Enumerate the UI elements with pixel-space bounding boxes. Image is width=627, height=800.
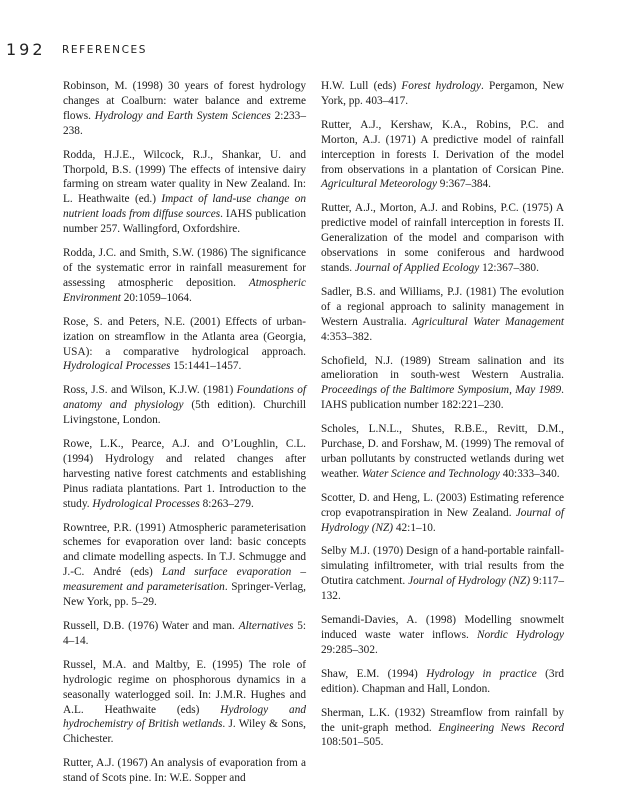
reference-text: (5th edition). Churchill Livingstone, London.	[63, 399, 306, 427]
running-head: REFERENCES	[62, 44, 148, 56]
right-column	[321, 79, 564, 759]
reference-text: 40:333–340.	[499, 467, 560, 480]
reference-title: Land surface evaporation – measurement and parameterisation	[63, 566, 306, 594]
reference-text: (3rd edition). Chapman and Hall, London.	[321, 667, 564, 695]
reference-text: Rodda, H.J.E., Wilcock, R.J., Shankar, U. and Thorpold, B.S. (1999) The effects of intensive dairy farming on stream water quality in New Zealand. In: L. Heathwaite (ed.)	[63, 148, 306, 206]
reference-entry	[321, 491, 564, 536]
reference-text: Shaw, E.M. (1994)	[321, 667, 427, 680]
reference-text: Semandi-Davies, A. (1998) Modelling snowmelt induced waste water inflows.	[321, 614, 564, 641]
reference-text: Rose, S. and Peters, N.E. (2001) Effects of urbanization on streamflow in the Atlanta area (Georgia, USA): a comparative hydrological approach.	[63, 315, 306, 358]
reference-text: 8:263–279.	[199, 497, 254, 510]
left-column	[63, 79, 306, 795]
reference-entry	[63, 756, 306, 786]
reference-title: Journal of Hydrology (NZ)	[321, 506, 564, 534]
reference-text: Rowntree, P.R. (1991) Atmospheric parameterisation schemes for evaporation over land: basic concepts and climate modelling aspects. In T.J. Schmugge and J.-C. André (eds)	[63, 521, 306, 579]
reference-entry	[63, 437, 306, 512]
reference-text: Rutter, A.J., Kershaw, K.A., Robins, P.C. and Morton, A.J. (1971) A predictive model of rainfall interception in forests I. Derivation of the model from observations in a plantation of Corsican Pine.	[321, 118, 564, 176]
reference-text: Selby M.J. (1970) Design of a hand-portable rainfall-simulating infiltrometer, with trial results from the Otutira catchment.	[321, 545, 564, 588]
reference-text: 15:1441–1457.	[170, 360, 242, 373]
reference-text: Rutter, A.J. (1967) An analysis of evaporation from a stand of Scots pine. In: W.E. Sopper and	[63, 757, 306, 785]
reference-entry	[63, 383, 306, 428]
reference-text: Schofield, N.J. (1989) Stream salination and its amelioration in south-west Western Australia.	[321, 354, 564, 382]
reference-title: Hydrological Processes	[92, 497, 200, 510]
reference-title: Forest hydrology	[401, 80, 482, 92]
reference-text: 9:367–384.	[436, 178, 491, 191]
reference-text: Russel, M.A. and Maltby, E. (1995) The role of hydrologic regime on phosphorous dynamics in a seasonally waterlogged soil. In: J.M.R. Hughes and A.L. Heathwaite (eds)	[63, 658, 306, 716]
reference-entry	[321, 201, 564, 276]
reference-title: Hydrology and Earth System Sciences	[94, 109, 271, 122]
reference-entry	[63, 521, 306, 610]
reference-title: Hydrology and hydrochemistry of British wetlands	[63, 703, 306, 731]
reference-entry	[321, 613, 564, 658]
reference-text: Rodda, J.C. and Smith, S.W. (1986) The significance of the systematic error in rainfall measurement for assessing atmospheric deposition.	[63, 247, 306, 289]
reference-text: 2:233–238.	[63, 109, 306, 137]
reference-text: . IAHS publication number 182:221–230.	[321, 384, 564, 412]
reference-entry	[321, 118, 564, 193]
reference-text: 9:117–132.	[321, 575, 565, 603]
reference-title: Hydrology in practice	[426, 667, 537, 680]
page-number: 192	[6, 40, 46, 59]
reference-entry	[321, 706, 564, 751]
reference-entry	[321, 544, 564, 604]
reference-text: Scotter, D. and Heng, L. (2003) Estimating reference crop evapotranspiration in New Zealand.	[321, 491, 564, 519]
reference-text: . Springer-Verlag, New York, pp. 5–29.	[63, 581, 306, 609]
reference-title: Proceedings of the Baltimore Symposium, May 1989	[321, 384, 562, 397]
reference-title: Agricultural Meteorology	[321, 178, 437, 191]
reference-text: 20:1059–1064.	[120, 291, 192, 304]
reference-title: Impact of land-use change on nutrient loads from diffuse sources	[63, 193, 306, 221]
reference-title: Hydrological Processes	[63, 360, 171, 373]
reference-entry	[321, 422, 564, 482]
reference-text: . IAHS publication number 257. Wallingford, Oxfordshire.	[63, 208, 306, 236]
reference-title: Journal of Hydrology (NZ)	[408, 575, 531, 588]
reference-text: Rowe, L.K., Pearce, A.J. and O’Loughlin, C.L. (1994) Hydrology and related changes after harvesting native forest catchments and establishing Pinus radiata plantations. Part 1. Introduction to the study.	[63, 438, 306, 510]
reference-text: H.W. Lull (eds)	[321, 80, 402, 92]
reference-title: Agricultural Water Management	[411, 315, 564, 328]
reference-text: 42:1–10.	[393, 521, 436, 534]
reference-text: 29:285–302.	[321, 643, 378, 656]
reference-title: Nordic Hydrology	[476, 629, 564, 641]
reference-text: Robinson, M. (1998) 30 years of forest hydrology changes at Coalburn: water balance and extreme flows.	[63, 80, 306, 122]
reference-text: 12:367–380.	[479, 261, 539, 274]
reference-text: . J. Wiley & Sons, Chichester.	[63, 718, 307, 746]
reference-text: Rutter, A.J., Morton, A.J. and Robins, P.C. (1975) A predictive model of rainfall interception in forests II. Generalization of the model and comparison with observations in some coniferous and hardwood stands.	[321, 202, 564, 274]
reference-text: Russell, D.B. (1976) Water and man.	[63, 620, 239, 632]
reference-entry	[321, 667, 564, 697]
reference-text: 5: 4–14.	[63, 620, 306, 647]
reference-entry	[63, 315, 306, 375]
reference-title: Atmospheric Environment	[63, 276, 306, 304]
reference-entry	[63, 148, 306, 237]
reference-text: 4:353–382.	[321, 330, 373, 343]
reference-title: Journal of Applied Ecology	[354, 261, 480, 274]
reference-title: Foundations of anatomy and physiology	[63, 384, 306, 412]
reference-entry	[63, 246, 306, 306]
reference-entry	[63, 619, 306, 649]
reference-entry	[321, 285, 564, 345]
reference-title: Alternatives	[238, 620, 294, 632]
reference-title: Water Science and Technology	[361, 467, 500, 480]
reference-entry	[63, 658, 306, 747]
reference-text: Sadler, B.S. and Williams, P.J. (1981) The evolution of a regional approach to salinity management in Western Australia.	[321, 285, 564, 328]
reference-text: . Pergamon, New York, pp. 403–417.	[321, 80, 564, 107]
reference-text: Sherman, L.K. (1932) Streamflow from rainfall by the unit-graph method.	[321, 706, 564, 734]
reference-text: 108:501–505.	[321, 736, 384, 749]
reference-title: Engineering News Record	[438, 721, 564, 734]
reference-entry	[321, 354, 564, 414]
reference-text: Ross, J.S. and Wilson, K.J.W. (1981)	[63, 384, 237, 397]
reference-entry	[321, 79, 564, 109]
reference-text: Scholes, L.N.L., Shutes, R.B.E., Revitt, D.M., Purchase, D. and Forshaw, M. (1999) The removal of urban pollutants by constructed wetlands during wet weather.	[321, 423, 564, 480]
reference-entry	[63, 79, 306, 139]
